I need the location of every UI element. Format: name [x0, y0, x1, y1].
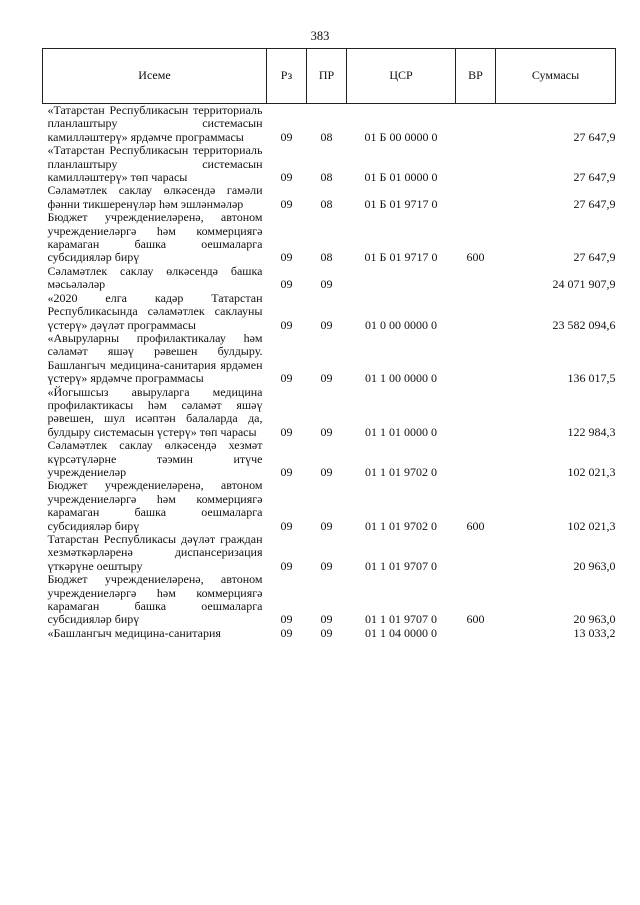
- row-rz: 09: [280, 371, 293, 386]
- row-rz: 09: [280, 196, 293, 211]
- row-csr: 01 0 00 0000 0: [365, 317, 437, 332]
- header-name: Исеме: [43, 49, 267, 104]
- row-sum: 27 647,9: [573, 170, 616, 185]
- header-sum: Суммасы: [496, 49, 616, 104]
- row-sum: 136 017,5: [567, 371, 616, 386]
- row-vr: [456, 292, 496, 332]
- row-csr: 01 Б 00 0000 0: [364, 129, 438, 144]
- row-rz: 09: [280, 424, 293, 439]
- row-csr: 01 1 01 9707 0: [365, 612, 437, 627]
- table-row: [43, 439, 616, 479]
- row-sum: 13 033,2: [573, 625, 616, 640]
- row-pr: 09: [320, 317, 333, 332]
- row-name: Сәламәтлек саклау өлкәсендә хезмәт күрсәтүләрне тәэмин итүче учреждениеләр: [47, 438, 263, 479]
- row-name: «Йогышсыз авыруларга медицина профилактикасы һәм сәламәт яшәү рәвешен, шул исәптән балаларда да, булдыру системасын үстерү» төп чарасы: [47, 384, 263, 439]
- header-csr: ЦСР: [347, 49, 456, 104]
- row-name: Бюджет учреждениеләренә, автоном учреждениеләргә һәм коммерциягә карамаган башка оешмаларга субсидияләр бирү: [47, 572, 263, 627]
- table-row: [43, 533, 616, 573]
- row-rz: 09: [280, 250, 293, 265]
- row-csr: 01 1 01 0000 0: [365, 424, 437, 439]
- row-vr: [456, 332, 496, 386]
- row-name: Бюджет учреждениеләренә, автоном учреждениеләргә һәм коммерциягә карамаган башка оешмаларга субсидияләр бирү: [47, 478, 263, 533]
- row-name: Сәламәтлек саклау өлкәсендә гамәли фәнни тикшеренүләр һәм эшләнмәләр: [47, 183, 263, 211]
- row-sum: 20 963,0: [573, 612, 616, 627]
- row-vr: 600: [466, 518, 485, 533]
- row-rz: 09: [280, 170, 293, 185]
- row-pr: 09: [320, 625, 333, 640]
- row-sum: 27 647,9: [573, 250, 616, 265]
- row-name: «Татарстан Республикасын территориаль планлаштыру системасын камилләштерү» ярдәмче программасы: [47, 103, 263, 144]
- row-vr: [456, 386, 496, 440]
- row-rz: 09: [280, 129, 293, 144]
- row-vr: [456, 439, 496, 479]
- table-header-row: [43, 49, 616, 104]
- row-name: «2020 елга кадәр Татарстан Республикасында сәламәтлек саклауны үстерү» дәүләт программасы: [47, 290, 263, 332]
- table-row: [43, 479, 616, 533]
- header-rz: Рз: [267, 49, 307, 104]
- row-pr: 09: [320, 277, 333, 292]
- row-csr: 01 1 01 9707 0: [365, 558, 437, 573]
- row-rz: 09: [280, 317, 293, 332]
- row-vr: [456, 533, 496, 573]
- row-vr: [456, 144, 496, 184]
- row-sum: 27 647,9: [573, 196, 616, 211]
- row-sum: 27 647,9: [573, 129, 616, 144]
- table-row: [43, 627, 616, 640]
- row-name: «Авыруларны профилактикалау һәм сәламәт яшәү рәвешен булдыру. Башлангыч медицина-санитария ярдәмен үстерү» ярдәмче программасы: [47, 330, 263, 386]
- row-rz: 09: [280, 464, 293, 479]
- row-sum: 102 021,3: [567, 518, 616, 533]
- row-sum: 122 984,3: [567, 424, 616, 439]
- row-pr: 09: [320, 424, 333, 439]
- header-pr: ПР: [307, 49, 347, 104]
- table-row: [43, 211, 616, 265]
- row-vr: [456, 184, 496, 211]
- row-name: «Татарстан Республикасын территориаль планлаштыру системасын камилләштерү» төп чарасы: [47, 143, 263, 185]
- row-pr: 08: [320, 250, 333, 265]
- row-rz: 09: [280, 612, 293, 627]
- row-vr: [456, 627, 496, 640]
- table-row: [43, 104, 616, 145]
- row-name: Татарстан Республикасы дәүләт граждан хезмәткәрләренә диспансеризация үткәрүне оештыру: [47, 532, 263, 573]
- table-row: [43, 332, 616, 386]
- row-pr: 08: [320, 196, 333, 211]
- row-rz: 09: [280, 518, 293, 533]
- row-rz: 09: [280, 277, 293, 292]
- row-sum: 102 021,3: [567, 464, 616, 479]
- row-pr: 09: [320, 518, 333, 533]
- header-vr: ВР: [456, 49, 496, 104]
- row-csr: 01 1 01 9702 0: [365, 518, 437, 533]
- row-csr: 01 1 01 9702 0: [365, 464, 437, 479]
- row-vr: [456, 104, 496, 145]
- row-name: «Башлангыч медицина-санитария: [47, 625, 221, 640]
- row-name: Бюджет учреждениеләренә, автоном учреждениеләргә һәм коммерциягә карамаган башка оешмаларга субсидияләр бирү: [47, 210, 263, 265]
- row-vr: [456, 265, 496, 292]
- table-row: [43, 292, 616, 332]
- row-sum: 20 963,0: [573, 558, 616, 573]
- table-row: [43, 573, 616, 627]
- row-sum: 24 071 907,9: [552, 277, 616, 292]
- row-csr: [347, 265, 456, 292]
- table-row: [43, 184, 616, 211]
- row-vr: 600: [466, 250, 485, 265]
- row-sum: 23 582 094,6: [552, 317, 616, 332]
- budget-table: [42, 48, 616, 640]
- row-vr: 600: [466, 612, 485, 627]
- row-pr: 09: [320, 558, 333, 573]
- row-rz: 09: [280, 558, 293, 573]
- row-pr: 09: [320, 371, 333, 386]
- page-number: 383: [310, 29, 330, 43]
- row-name: Сәламәтлек саклау өлкәсендә башка мәсьәләләр: [47, 263, 263, 292]
- row-pr: 08: [320, 129, 333, 144]
- row-csr: 01 1 04 0000 0: [365, 625, 437, 640]
- row-pr: 09: [320, 612, 333, 627]
- table-row: [43, 265, 616, 292]
- row-csr: 01 Б 01 9717 0: [364, 250, 438, 265]
- row-pr: 09: [320, 464, 333, 479]
- row-rz: 09: [280, 625, 293, 640]
- row-csr: 01 1 00 0000 0: [365, 371, 437, 386]
- row-pr: 08: [320, 170, 333, 185]
- table-row: [43, 386, 616, 440]
- row-csr: 01 Б 01 9717 0: [364, 196, 438, 211]
- row-csr: 01 Б 01 0000 0: [364, 170, 438, 185]
- table-row: [43, 144, 616, 184]
